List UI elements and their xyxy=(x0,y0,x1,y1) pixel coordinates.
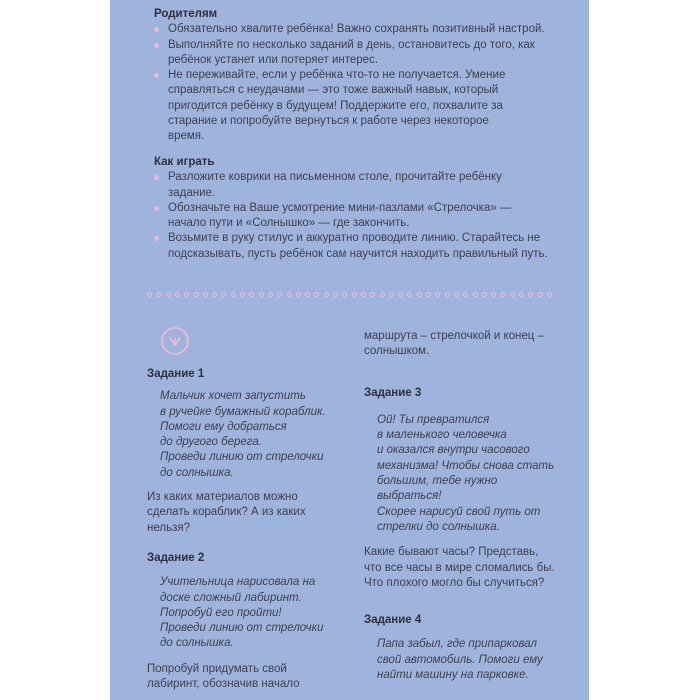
task-2-question xyxy=(147,662,347,693)
divider-dot xyxy=(538,292,543,297)
poem-line: большим, тебе нужно xyxy=(377,475,498,488)
divider-dot xyxy=(463,292,468,297)
divider-dot xyxy=(175,292,180,297)
divider-dot xyxy=(296,292,301,297)
task-2-poem xyxy=(147,575,347,651)
dotted-divider xyxy=(147,292,557,300)
divider-dot xyxy=(389,292,394,297)
right-column xyxy=(364,329,564,683)
poem-line: и оказался внутри часового xyxy=(377,444,530,457)
divider-dot xyxy=(454,292,459,297)
divider-dot xyxy=(519,292,524,297)
poem-line: Проведи линию от стрелочки xyxy=(160,622,324,635)
task-3-poem xyxy=(364,413,564,535)
parents-title: Родителям xyxy=(154,8,218,20)
divider-dot xyxy=(231,292,236,297)
task-1-poem xyxy=(147,389,347,481)
poem-line: Попробуй его пройти! xyxy=(160,606,282,619)
divider-dot xyxy=(333,292,338,297)
poem-line: Скорее нарисуй свой путь от xyxy=(377,505,541,518)
list-item: Возьмите в руку стилус и аккуратно проводите линию. Старайтесь не подсказывать, пусть ребёнок сам научится находить правильный путь. xyxy=(154,231,554,262)
divider-dot xyxy=(510,292,515,297)
divider-dot xyxy=(342,292,347,297)
divider-dot xyxy=(407,292,412,297)
task-1-label: Задание 1 xyxy=(147,368,205,380)
divider-dot xyxy=(166,292,171,297)
divider-dot xyxy=(417,292,422,297)
divider-dot xyxy=(221,292,226,297)
list-item: Не переживайте, если у ребёнка что-то не получается. Умение справляться с неудачами — это тоже важный навык, который пригодится ребёнку в будущем! Поддержите его, похвалите за старание и попробуйте вернуться к работе через некоторое время. xyxy=(154,68,554,144)
divider-dot xyxy=(287,292,292,297)
divider-dot xyxy=(547,292,552,297)
question-line: Какие бывают часы? Представь, xyxy=(364,546,539,559)
poem-line: Помоги ему добраться xyxy=(160,420,287,433)
question-line: маршрута – стрелочкой и конец – xyxy=(364,330,544,342)
divider-dot xyxy=(500,292,505,297)
poem-line: механизма! Чтобы снова стать xyxy=(377,459,555,472)
question-line: лабиринт, обозначив начало xyxy=(147,678,300,691)
list-item: Обозначьте на Ваше усмотрение мини-пазлами «Стрелочка» — начало пути и «Солнышко» — где закончить. xyxy=(154,201,554,232)
divider-dot xyxy=(380,292,385,297)
task-2-label: Задание 2 xyxy=(147,551,205,564)
divider-dot xyxy=(240,292,245,297)
divider-dot xyxy=(314,292,319,297)
chevron-down-icon xyxy=(161,327,189,355)
left-column xyxy=(147,367,347,692)
divider-dot xyxy=(147,292,152,297)
poem-line: стрелки до солнышка. xyxy=(377,520,500,533)
divider-dot xyxy=(268,292,273,297)
how-to-play-list xyxy=(154,170,554,262)
task-2-continuation xyxy=(364,329,564,360)
arrow-icon-shape xyxy=(169,336,181,348)
divider-dot xyxy=(370,292,375,297)
task-4-poem xyxy=(364,637,564,683)
poem-line: Проведи линию от стрелочки xyxy=(160,451,324,464)
task-1-question xyxy=(147,490,347,536)
question-line: Из каких материалов можно xyxy=(147,491,298,504)
poem-line: до солнышка. xyxy=(160,466,234,479)
task-3-question xyxy=(364,545,564,591)
parents-section xyxy=(154,7,554,145)
list-item: Разложите коврики на письменном столе, прочитайте ребёнку задание. xyxy=(154,170,554,201)
divider-dot xyxy=(482,292,487,297)
divider-dot xyxy=(156,292,161,297)
poem-line: до другого берега. xyxy=(160,436,262,449)
poem-line: до солнышка. xyxy=(160,637,234,650)
poem-line: Мальчик хочет запустить xyxy=(160,390,306,403)
divider-dot xyxy=(435,292,440,297)
list-item: Обязательно хвалите ребёнка! Важно сохранять позитивный настрой. xyxy=(154,22,554,37)
parents-list xyxy=(154,22,554,144)
how-to-play-title: Как играть xyxy=(154,156,215,168)
task-4-label: Задание 4 xyxy=(364,614,422,627)
divider-dot xyxy=(203,292,208,297)
divider-dot xyxy=(305,292,310,297)
divider-dot xyxy=(426,292,431,297)
divider-dot xyxy=(352,292,357,297)
poem-line: найти машину на парковке. xyxy=(377,669,529,682)
divider-dot xyxy=(491,292,496,297)
question-line: Что плохого могло бы случиться? xyxy=(364,576,545,589)
poem-line: Учительница нарисовала на xyxy=(160,576,316,589)
poem-line: выбраться! xyxy=(377,490,442,503)
question-line: сделать кораблик? А из каких xyxy=(147,506,306,519)
divider-dot xyxy=(445,292,450,297)
divider-dot xyxy=(212,292,217,297)
poem-line: Папа забыл, где припарковал xyxy=(377,638,537,651)
divider-dot xyxy=(473,292,478,297)
divider-dot xyxy=(277,292,282,297)
divider-dot xyxy=(259,292,264,297)
question-line: нельзя? xyxy=(147,521,190,534)
list-item: Выполняйте по несколько заданий в день, остановитесь до того, как ребёнок устанет или потеряет интерес. xyxy=(154,38,554,69)
question-line: Попробуй придумать свой xyxy=(147,662,287,675)
divider-dot xyxy=(249,292,254,297)
question-line: что все часы в мире сломались бы. xyxy=(364,561,555,574)
divider-dot xyxy=(361,292,366,297)
question-line: солнышком. xyxy=(364,345,430,358)
divider-dot xyxy=(194,292,199,297)
poem-line: в ручейке бумажный кораблик. xyxy=(160,405,326,418)
divider-dot xyxy=(184,292,189,297)
poem-line: доске сложный лабиринт. xyxy=(160,591,302,604)
divider-dot xyxy=(398,292,403,297)
poem-line: в маленького человечка xyxy=(377,429,507,442)
how-to-play-section xyxy=(154,155,554,262)
divider-dot xyxy=(324,292,329,297)
divider-dot xyxy=(528,292,533,297)
poem-line: Ой! Ты превратился xyxy=(377,413,490,426)
poem-line: свой автомобиль. Помоги ему xyxy=(377,653,543,666)
task-3-label: Задание 3 xyxy=(364,386,422,399)
